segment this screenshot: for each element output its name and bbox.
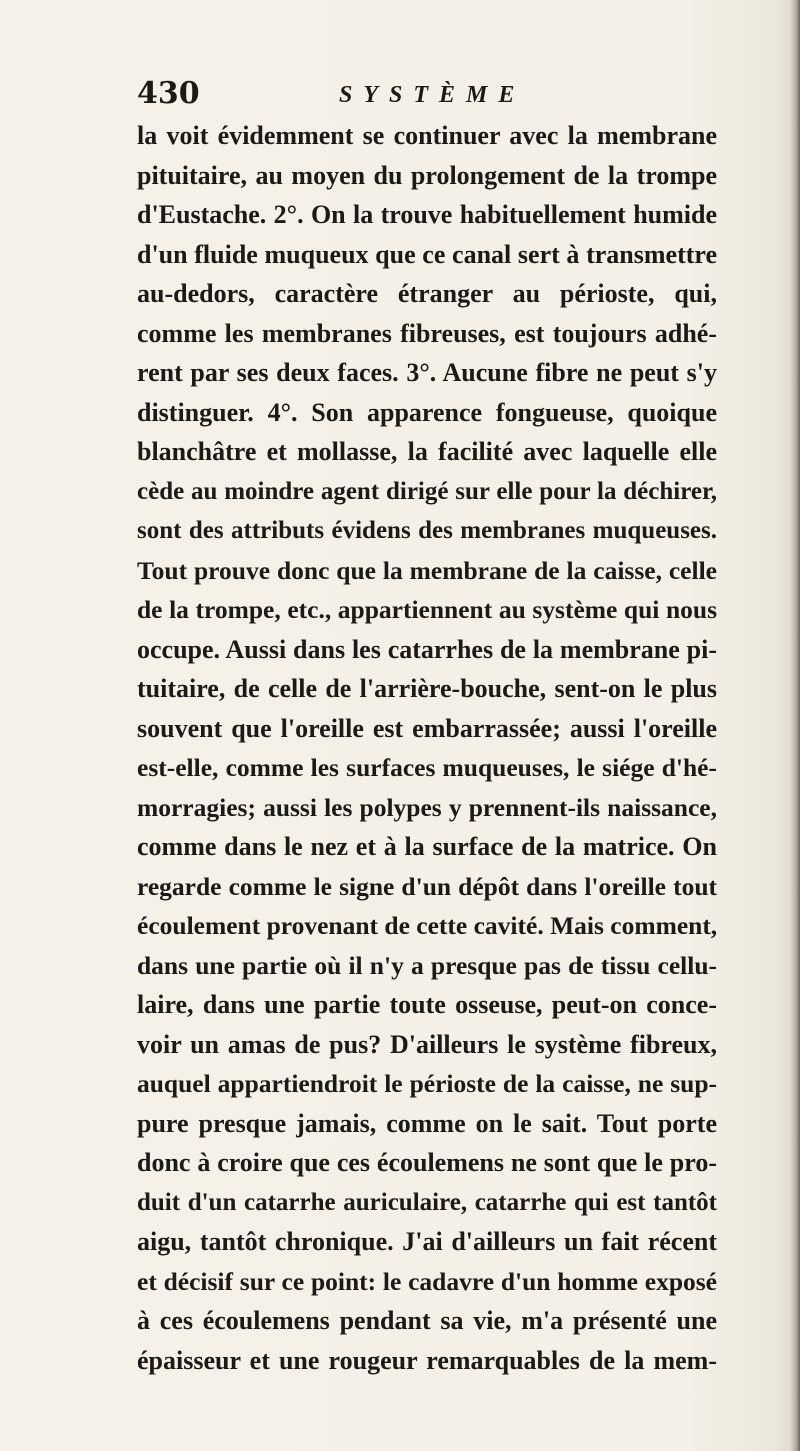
text-line: épaisseur et une rougeur remarquables de la mem- xyxy=(137,1345,717,1375)
text-line: à ces écoulemens pendant sa vie, m'a présenté une xyxy=(137,1306,717,1335)
text-line: tuitaire, de celle de l'arrière-bouche, sent-on le plus xyxy=(137,674,717,703)
text-line: comme les membranes fibreuses, est toujours adhé- xyxy=(137,318,717,348)
text-line: auquel appartiendroit le périoste de la caisse, ne sup- xyxy=(137,1069,717,1098)
text-line: regarde comme le signe d'un dépôt dans l'oreille tout xyxy=(137,871,717,901)
text-line: écoulement provenant de cette cavité. Mais comment, xyxy=(137,911,718,940)
text-line: Tout prouve donc que la membrane de la caisse, celle xyxy=(137,555,717,585)
text-line: comme dans le nez et à la surface de la matrice. On xyxy=(137,832,717,861)
text-line: cède au moindre agent dirigé sur elle pour la déchirer, xyxy=(137,477,717,505)
text-line: blanchâtre et mollasse, la facilité avec laquelle elle xyxy=(137,437,717,466)
text-line: laire, dans une partie toute osseuse, peut-on conce- xyxy=(137,990,717,1019)
running-title: SYSTÈME xyxy=(339,82,526,108)
text-line: pituitaire, au moyen du prolongement de la trompe xyxy=(137,160,717,190)
text-line: souvent que l'oreille est embarrassée; aussi l'oreille xyxy=(137,713,717,743)
text-line: et décisif sur ce point: le cadavre d'un homme exposé xyxy=(137,1266,717,1296)
text-line: au-dedors, caractère étranger au périoste, qui, xyxy=(137,279,717,308)
text-line: rent par ses deux faces. 3°. Aucune fibre ne peut s'y xyxy=(137,358,717,387)
text-line: distinguer. 4°. Son apparence fongueuse, quoique xyxy=(137,397,717,427)
text-line: d'un fluide muqueux que ce canal sert à transmettre xyxy=(137,239,717,269)
text-line: occupe. Aussi dans les catarrhes de la membrane pi- xyxy=(137,634,717,664)
text-line: morragies; aussi les polypes y prennent-ils naissance, xyxy=(137,792,717,822)
text-line: duit d'un catarrhe auriculaire, catarrhe qui est tantôt xyxy=(137,1188,717,1216)
text-line: la voit évidemment se continuer avec la membrane xyxy=(137,121,717,150)
text-line: de la trompe, etc., appartiennent au système qui nous xyxy=(137,595,717,624)
page-edge-shadow xyxy=(790,0,800,1451)
text-line: d'Eustache. 2°. On la trouve habituellement humide xyxy=(137,200,717,229)
text-line: aigu, tantôt chronique. J'ai d'ailleurs un fait récent xyxy=(137,1227,717,1256)
text-line: sont des attributs évidens des membranes muqueuses. xyxy=(137,517,717,544)
running-head xyxy=(137,74,717,114)
body-text xyxy=(137,116,717,1380)
text-line: dans une partie où il n'y a presque pas de tissu cellu- xyxy=(137,950,717,980)
text-line: voir un amas de pus? D'ailleurs le système fibreux, xyxy=(137,1029,717,1059)
text-line: pure presque jamais, comme on le sait. Tout porte xyxy=(137,1108,717,1138)
text-line: est-elle, comme les surfaces muqueuses, le siége d'hé- xyxy=(137,753,717,782)
text-line: donc à croire que ces écoulemens ne sont que le pro- xyxy=(137,1148,717,1177)
page-number: 430 xyxy=(137,76,200,111)
